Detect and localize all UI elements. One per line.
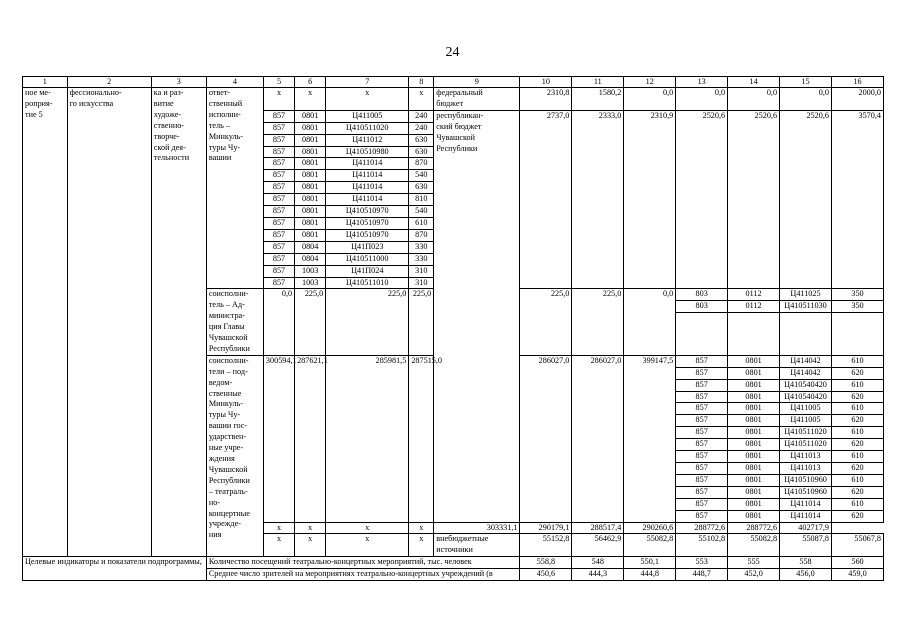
code-cell: 857 [676,451,728,463]
code-cell: 0801 [728,403,780,415]
code-cell: 0801 [728,367,780,379]
column-number: 14 [728,77,780,88]
code-cell: 857 [263,229,294,241]
indicator-text: Среднее число зрителей на мероприятиях театрально-концертных учреждений (в [206,569,520,581]
code-cell: 630 [409,146,434,158]
table-row [23,557,884,569]
code-cell: 0801 [728,391,780,403]
value-cell: 2310,8 [520,88,572,111]
code-cell: 870 [409,229,434,241]
code-cell: 857 [676,379,728,391]
code-cell: 857 [263,265,294,277]
code-cell: 620 [831,391,883,403]
indicator-value: 459,0 [831,569,883,581]
value-cell: 0,0 [780,88,832,111]
code-cell: 0112 [728,301,780,313]
code-cell: Ц410510970 [326,217,409,229]
value-cell: 288772,6 [728,522,780,534]
code-cell: 0804 [295,253,326,265]
code-cell: 857 [676,415,728,427]
executor-responsible: ответ- ственный исполни- тель – Минкуль- туры Чу- вашии [206,88,263,289]
code-cell: 610 [831,403,883,415]
value-cell: 290179,1 [520,522,572,534]
executor-institutions: соисполни- тели – под- ведом- ственные Минкуль- туры Чу- вашии гос- ударствен- ные учре- ждения Чувашской Республики – театраль- но- концертные учрежде- ния [206,355,263,556]
value-cell: 225,0 [409,289,434,355]
value-cell: 55082,8 [728,534,780,557]
code-cell: 0801 [295,182,326,194]
code-cell: x [326,534,409,557]
code-cell: 540 [409,170,434,182]
code-cell: 0801 [728,379,780,391]
code-cell: 0801 [295,146,326,158]
value-cell: 287621,1 [295,355,326,522]
value-cell: 2520,6 [676,110,728,289]
code-cell: 857 [676,510,728,522]
code-cell: 240 [409,122,434,134]
column-number: 9 [434,77,520,88]
code-cell: 857 [263,110,294,122]
value-cell: 1580,2 [572,88,624,111]
code-cell: 0801 [728,474,780,486]
value-cell: 225,0 [572,289,624,355]
code-cell: 0801 [728,486,780,498]
empty-cell [780,313,832,356]
code-cell: 540 [409,206,434,218]
code-cell: Ц41П023 [326,241,409,253]
code-cell: 857 [676,486,728,498]
code-cell: Ц410511000 [326,253,409,265]
code-cell: 857 [676,367,728,379]
value-cell: 56462,9 [572,534,624,557]
indicator-value: 558,8 [520,557,572,569]
indicator-value: 553 [676,557,728,569]
code-cell: 610 [831,379,883,391]
value-cell: 55087,8 [780,534,832,557]
code-cell: 610 [831,474,883,486]
code-cell: 803 [676,289,728,301]
column-number: 15 [780,77,832,88]
code-cell: 310 [409,265,434,277]
code-cell: 620 [831,415,883,427]
code-cell: 0112 [728,289,780,301]
code-cell: Ц41П024 [326,265,409,277]
code-cell: 810 [409,194,434,206]
code-cell: 857 [676,403,728,415]
code-cell: 0804 [295,241,326,253]
code-cell: Ц411005 [780,403,832,415]
table-row [23,88,884,111]
code-cell: Ц410540420 [780,391,832,403]
column-number: 16 [831,77,883,88]
value-cell: 2333,0 [572,110,624,289]
code-cell: Ц410510960 [780,474,832,486]
code-cell: 857 [263,206,294,218]
code-cell: Ц411014 [780,498,832,510]
code-cell: 857 [676,427,728,439]
value-cell: 225,0 [326,289,409,355]
code-cell: 857 [676,355,728,367]
code-cell: 1003 [295,277,326,289]
code-cell: Ц410511020 [780,439,832,451]
value-cell: 290260,6 [624,522,676,534]
column-number: 6 [295,77,326,88]
code-cell: x [263,88,294,111]
code-cell: Ц411013 [780,463,832,475]
value-cell: 0,0 [624,289,676,355]
code-cell: Ц410511030 [780,301,832,313]
value-cell: 287515,0 [409,355,434,522]
code-cell: 857 [263,241,294,253]
indicator-value: 450,6 [520,569,572,581]
activity-name: ное ме- роприя- тие 5 [23,88,68,557]
code-cell: 610 [831,498,883,510]
empty-cell [676,313,728,356]
code-cell: x [409,534,434,557]
code-cell: 857 [676,498,728,510]
code-cell: 0801 [728,510,780,522]
code-cell: Ц410511020 [780,427,832,439]
code-cell: 857 [263,277,294,289]
value-cell: 55067,8 [831,534,883,557]
budget-table [22,76,884,581]
executor-administration: соисполни- тель – Ад- министра- ция Главы Чувашской Республики [206,289,263,355]
code-cell: x [263,534,294,557]
indicator-value: 452,0 [728,569,780,581]
column-number: 13 [676,77,728,88]
column-number: 2 [67,77,151,88]
activity-description: фессионально- го искусства [67,88,151,557]
table-row [23,77,884,88]
code-cell: x [326,522,409,534]
code-cell: 0801 [295,194,326,206]
value-cell: 2520,6 [728,110,780,289]
code-cell: 610 [831,427,883,439]
code-cell: 870 [409,158,434,170]
indicators-label: Целевые индикаторы и показатели подпрограммы, [23,557,207,581]
value-cell: 303331,1 [434,522,520,534]
code-cell: Ц414042 [780,367,832,379]
code-cell: 857 [676,474,728,486]
code-cell: 857 [263,217,294,229]
code-cell: x [409,88,434,111]
code-cell: x [263,522,294,534]
value-cell: 2000,0 [831,88,883,111]
code-cell: Ц411005 [326,110,409,122]
value-cell: 55152,8 [520,534,572,557]
value-cell: 55102,8 [676,534,728,557]
code-cell: Ц411012 [326,134,409,146]
value-cell: 402717,9 [780,522,832,534]
code-cell: 0801 [295,122,326,134]
value-cell: 0,0 [263,289,294,355]
code-cell: Ц414042 [780,355,832,367]
code-cell: 0801 [295,229,326,241]
code-cell: x [326,88,409,111]
code-cell: 620 [831,463,883,475]
code-cell: 0801 [728,355,780,367]
code-cell: 630 [409,182,434,194]
code-cell: 1003 [295,265,326,277]
code-cell: 857 [676,391,728,403]
code-cell: 610 [831,451,883,463]
code-cell: 0801 [295,134,326,146]
value-cell: 2737,0 [520,110,572,289]
column-number: 8 [409,77,434,88]
code-cell: Ц410511020 [326,122,409,134]
code-cell: 857 [263,122,294,134]
code-cell: 0801 [728,415,780,427]
column-number: 1 [23,77,68,88]
column-number: 10 [520,77,572,88]
column-number: 12 [624,77,676,88]
column-number: 5 [263,77,294,88]
indicator-value: 560 [831,557,883,569]
code-cell: 240 [409,110,434,122]
code-cell: 330 [409,241,434,253]
column-number: 7 [326,77,409,88]
code-cell: 0801 [295,206,326,218]
code-cell: 0801 [295,217,326,229]
code-cell: 857 [263,158,294,170]
code-cell: 857 [263,182,294,194]
code-cell: 857 [263,146,294,158]
code-cell: Ц411025 [780,289,832,301]
indicator-value: 555 [728,557,780,569]
code-cell: x [295,534,326,557]
value-cell: 399147,5 [624,355,676,522]
code-cell: 857 [676,463,728,475]
code-cell: Ц410510960 [780,486,832,498]
value-cell: 0,0 [728,88,780,111]
code-cell: 0801 [728,451,780,463]
value-cell: 0,0 [624,88,676,111]
code-cell: 857 [676,439,728,451]
code-cell: 620 [831,439,883,451]
column-number: 4 [206,77,263,88]
code-cell: 350 [831,301,883,313]
code-cell: 0801 [295,170,326,182]
code-cell: Ц410510980 [326,146,409,158]
code-cell: 0801 [728,498,780,510]
code-cell: 857 [263,170,294,182]
code-cell: 857 [263,194,294,206]
code-cell: 350 [831,289,883,301]
code-cell: Ц411014 [326,158,409,170]
code-cell: 0801 [728,439,780,451]
code-cell: Ц410511010 [326,277,409,289]
value-cell: 300594,1 [263,355,294,522]
code-cell: Ц411014 [326,194,409,206]
code-cell: x [295,88,326,111]
code-cell: 0801 [728,427,780,439]
column-number: 11 [572,77,624,88]
code-cell: 610 [409,217,434,229]
value-cell: 288517,4 [572,522,624,534]
goal-description: ка и раз- витие художе- ственно- творче- ской дея- тельности [151,88,206,557]
indicator-value: 444,8 [624,569,676,581]
value-cell: 3570,4 [831,110,883,289]
page-number: 24 [445,45,460,60]
value-cell: 225,0 [295,289,326,355]
indicator-value: 444,3 [572,569,624,581]
code-cell: 630 [409,134,434,146]
code-cell: 620 [831,486,883,498]
code-cell: Ц410540420 [780,379,832,391]
code-cell: x [409,522,434,534]
code-cell: 610 [831,355,883,367]
value-cell: 285981,5 [326,355,409,522]
code-cell: 310 [409,277,434,289]
value-cell: 0,0 [676,88,728,111]
code-cell: 857 [263,134,294,146]
code-cell: 803 [676,301,728,313]
code-cell: 620 [831,510,883,522]
empty-cell [728,313,780,356]
indicator-value: 558 [780,557,832,569]
funding-source-federal: федеральный бюджет [434,88,520,111]
code-cell: 330 [409,253,434,265]
indicator-value: 548 [572,557,624,569]
code-cell: 857 [263,253,294,265]
value-cell: 286027,0 [572,355,624,522]
value-cell: 55082,8 [624,534,676,557]
indicator-value: 448,7 [676,569,728,581]
code-cell: x [295,522,326,534]
code-cell: Ц411005 [780,415,832,427]
funding-source-extra: внебюджетные источники [434,534,520,557]
indicator-value: 456,0 [780,569,832,581]
code-cell: 0801 [295,110,326,122]
column-number: 3 [151,77,206,88]
indicator-text: Количество посещений театрально-концертных мероприятий, тыс. человек [206,557,520,569]
funding-source-republic: республикан- ский бюджет Чувашской Республики [434,110,520,522]
code-cell: 0801 [295,158,326,170]
code-cell: Ц410510970 [326,206,409,218]
code-cell: 0801 [728,463,780,475]
value-cell: 2520,6 [780,110,832,289]
value-cell: 2310,9 [624,110,676,289]
code-cell: Ц410510970 [326,229,409,241]
code-cell: Ц411013 [780,451,832,463]
value-cell: 288772,6 [676,522,728,534]
code-cell: Ц411014 [326,170,409,182]
code-cell: Ц411014 [780,510,832,522]
code-cell: Ц411014 [326,182,409,194]
code-cell: 620 [831,367,883,379]
value-cell: 225,0 [520,289,572,355]
value-cell: 286027,0 [520,355,572,522]
indicator-value: 550,1 [624,557,676,569]
empty-cell [831,313,883,356]
